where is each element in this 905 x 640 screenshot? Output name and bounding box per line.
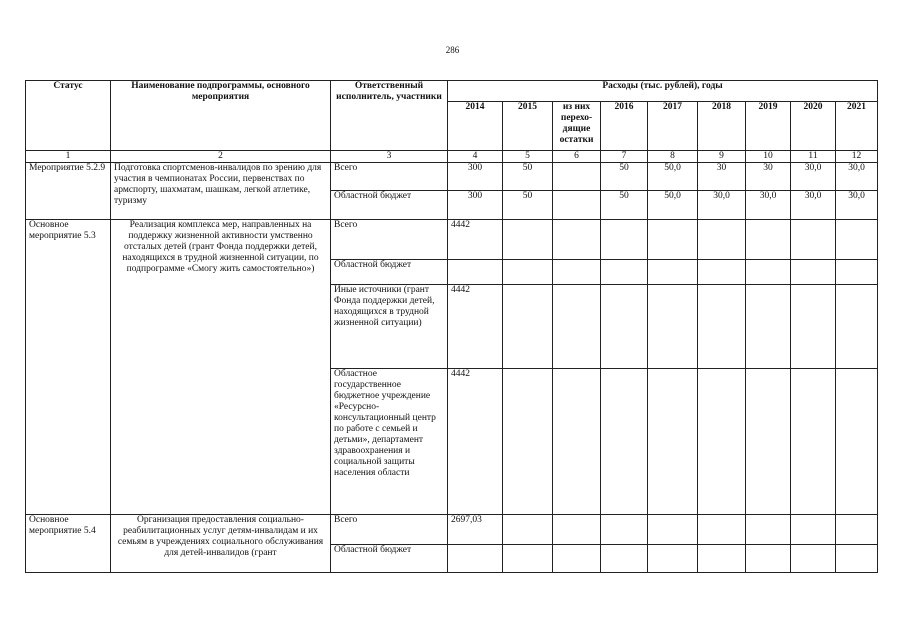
- col-number: 11: [791, 151, 836, 163]
- name-cell: Организация предоставления социально-реабилитационных услуг детям-инвалидам и их семьям в учреждениях социального обслуживания для детей-инвалидов (грант: [111, 515, 331, 573]
- value-cell: 2697,03: [448, 515, 503, 545]
- value-cell: [746, 260, 791, 285]
- value-cell: 30,0: [746, 191, 791, 220]
- value-cell: 50: [503, 163, 553, 191]
- col-number: 5: [503, 151, 553, 163]
- table-row: [26, 163, 878, 191]
- status-cell: Мероприятие 5.2.9: [26, 163, 111, 220]
- responsible-cell: Всего: [331, 163, 448, 191]
- value-cell: [553, 515, 601, 545]
- value-cell: [836, 220, 878, 260]
- value-cell: [746, 220, 791, 260]
- value-cell: [648, 515, 698, 545]
- status-cell: Основное мероприятие 5.3: [26, 220, 111, 515]
- header-year: 2015: [503, 102, 553, 151]
- expenses-table: [25, 80, 878, 573]
- value-cell: 30,0: [698, 191, 746, 220]
- value-cell: 30: [746, 163, 791, 191]
- value-cell: [601, 545, 648, 573]
- header-year: 2014: [448, 102, 503, 151]
- value-cell: [503, 369, 553, 515]
- value-cell: 30,0: [791, 163, 836, 191]
- value-cell: [648, 260, 698, 285]
- header-year: 2020: [791, 102, 836, 151]
- value-cell: [836, 285, 878, 369]
- value-cell: [746, 285, 791, 369]
- col-number: 12: [836, 151, 878, 163]
- value-cell: 50: [503, 191, 553, 220]
- responsible-cell: Всего: [331, 515, 448, 545]
- name-cell: Реализация комплекса мер, направленных на поддержку жизненной активности умственно отсталых детей (грант Фонда поддержки детей, находящихся в трудной жизненной ситуации, по подпрограмме «Смогу жить самостоятельно»): [111, 220, 331, 515]
- value-cell: [791, 369, 836, 515]
- col-number: 3: [331, 151, 448, 163]
- value-cell: [553, 369, 601, 515]
- value-cell: [601, 220, 648, 260]
- value-cell: [698, 220, 746, 260]
- responsible-cell: Иные источники (грант Фонда поддержки детей, находящихся в трудной жизненной ситуации): [331, 285, 448, 369]
- value-cell: [698, 369, 746, 515]
- col-number: 4: [448, 151, 503, 163]
- value-cell: [553, 260, 601, 285]
- value-cell: [791, 545, 836, 573]
- value-cell: [553, 163, 601, 191]
- value-cell: [648, 545, 698, 573]
- value-cell: [448, 260, 503, 285]
- value-cell: [503, 260, 553, 285]
- value-cell: [836, 260, 878, 285]
- value-cell: [791, 220, 836, 260]
- value-cell: [503, 285, 553, 369]
- header-year: 2019: [746, 102, 791, 151]
- header-year: 2017: [648, 102, 698, 151]
- value-cell: [698, 260, 746, 285]
- name-cell: Подготовка спортсменов-инвалидов по зрению для участия в чемпионатах России, первенствах по армспорту, шахматам, шашкам, легкой атлетике, туризму: [111, 163, 331, 220]
- column-number-row: [26, 151, 878, 163]
- responsible-cell: Всего: [331, 220, 448, 260]
- value-cell: [553, 545, 601, 573]
- page-number: 286: [445, 45, 460, 55]
- header-year: 2021: [836, 102, 878, 151]
- col-number: 2: [111, 151, 331, 163]
- value-cell: 30: [698, 163, 746, 191]
- value-cell: [553, 285, 601, 369]
- value-cell: [746, 369, 791, 515]
- col-number: 7: [601, 151, 648, 163]
- value-cell: [601, 260, 648, 285]
- value-cell: 4442: [448, 369, 503, 515]
- value-cell: [698, 515, 746, 545]
- value-cell: [648, 285, 698, 369]
- table-row: [26, 515, 878, 545]
- value-cell: 50: [601, 191, 648, 220]
- value-cell: [503, 545, 553, 573]
- value-cell: 30,0: [791, 191, 836, 220]
- header-responsible: Ответственный исполнитель, участники: [331, 81, 448, 151]
- col-number: 10: [746, 151, 791, 163]
- col-number: 8: [648, 151, 698, 163]
- value-cell: [648, 369, 698, 515]
- value-cell: 50: [601, 163, 648, 191]
- value-cell: [746, 545, 791, 573]
- header-status: Статус: [26, 81, 111, 151]
- value-cell: [601, 369, 648, 515]
- value-cell: [698, 545, 746, 573]
- value-cell: [553, 220, 601, 260]
- value-cell: 50,0: [648, 191, 698, 220]
- value-cell: 30,0: [836, 163, 878, 191]
- value-cell: 300: [448, 191, 503, 220]
- status-cell: Основное мероприятие 5.4: [26, 515, 111, 573]
- value-cell: [836, 545, 878, 573]
- header-carryover: из них перехо-дящие остатки: [553, 102, 601, 151]
- col-number: 6: [553, 151, 601, 163]
- value-cell: 4442: [448, 285, 503, 369]
- responsible-cell: Областной бюджет: [331, 545, 448, 573]
- header-year: 2018: [698, 102, 746, 151]
- value-cell: [746, 515, 791, 545]
- value-cell: [791, 515, 836, 545]
- value-cell: [698, 285, 746, 369]
- header-year: 2016: [601, 102, 648, 151]
- header-name: Наименование подпрограммы, основного мероприятия: [111, 81, 331, 151]
- value-cell: [503, 515, 553, 545]
- header-expenses: Расходы (тыс. рублей), годы: [448, 81, 878, 102]
- responsible-cell: Областное государственное бюджетное учреждение «Ресурсно-консультационный центр по работе с семьей и детьми», департамент здравоохранения и социальной защиты населения области: [331, 369, 448, 515]
- value-cell: [791, 285, 836, 369]
- value-cell: 50,0: [648, 163, 698, 191]
- value-cell: [448, 545, 503, 573]
- value-cell: [553, 191, 601, 220]
- col-number: 1: [26, 151, 111, 163]
- col-number: 9: [698, 151, 746, 163]
- table-row: [26, 220, 878, 260]
- value-cell: 30,0: [836, 191, 878, 220]
- responsible-cell: Областной бюджет: [331, 191, 448, 220]
- value-cell: [648, 220, 698, 260]
- value-cell: [836, 515, 878, 545]
- value-cell: 4442: [448, 220, 503, 260]
- value-cell: [503, 220, 553, 260]
- value-cell: [601, 515, 648, 545]
- value-cell: 300: [448, 163, 503, 191]
- value-cell: [791, 260, 836, 285]
- value-cell: [601, 285, 648, 369]
- value-cell: [836, 369, 878, 515]
- responsible-cell: Областной бюджет: [331, 260, 448, 285]
